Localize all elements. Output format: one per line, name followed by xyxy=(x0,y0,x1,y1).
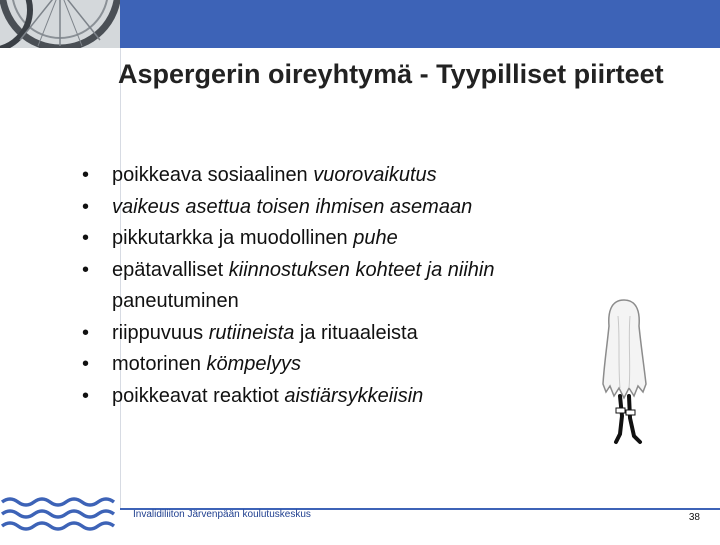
bullet-emphasis: vuorovaikutus xyxy=(313,164,437,186)
bullet-dot: • xyxy=(82,258,90,281)
bullet-text: motorinen xyxy=(112,353,207,375)
bullet-emphasis: aistiärsykkeiisin xyxy=(284,384,424,407)
bullet-emphasis: kömpelyys xyxy=(206,353,301,375)
bullet-emphasis: puhe xyxy=(353,227,398,249)
list-item xyxy=(82,349,582,381)
list-item xyxy=(82,255,582,318)
bullet-dot: • xyxy=(82,321,90,344)
list-item xyxy=(82,192,582,224)
bullet-emphasis: rutiineista xyxy=(208,321,295,344)
bullet-dot: • xyxy=(82,227,90,249)
bullet-text: poikkeava sosiaalinen xyxy=(112,164,314,186)
bullet-dot: • xyxy=(82,195,90,218)
bullet-emphasis: kiinnostuksen kohteet ja niihin xyxy=(228,258,495,281)
bullet-dot: • xyxy=(82,384,90,407)
bullet-dot: • xyxy=(82,164,90,186)
bullet-text: riippuvuus xyxy=(112,321,209,344)
water-waves-logo-icon xyxy=(0,488,118,540)
bullet-emphasis: vaikeus asettua toisen ihmisen asemaan xyxy=(112,195,473,218)
ghost-figure-illustration-icon xyxy=(598,296,650,452)
list-item xyxy=(82,223,582,255)
bullet-list xyxy=(82,160,582,412)
wheelchair-wheel-photo-icon xyxy=(0,0,120,48)
list-item xyxy=(82,381,582,413)
header-band xyxy=(120,0,720,48)
bullet-text: epätavalliset xyxy=(112,258,229,281)
list-item xyxy=(82,318,582,350)
page-number: 38 xyxy=(688,512,700,523)
footer-organization: Invalidiliiton Järvenpään koulutuskeskus xyxy=(133,509,311,520)
bullet-text: poikkeavat reaktiot xyxy=(112,384,285,407)
list-item xyxy=(82,160,582,192)
slide-title: Aspergerin oireyhtymä - Tyypilliset piirteet xyxy=(118,59,664,89)
bullet-tail: paneutuminen xyxy=(112,290,239,312)
bullet-text: pikkutarkka ja muodollinen xyxy=(112,227,354,249)
bullet-tail: ja rituaaleista xyxy=(294,321,418,344)
bullet-dot: • xyxy=(82,353,90,375)
